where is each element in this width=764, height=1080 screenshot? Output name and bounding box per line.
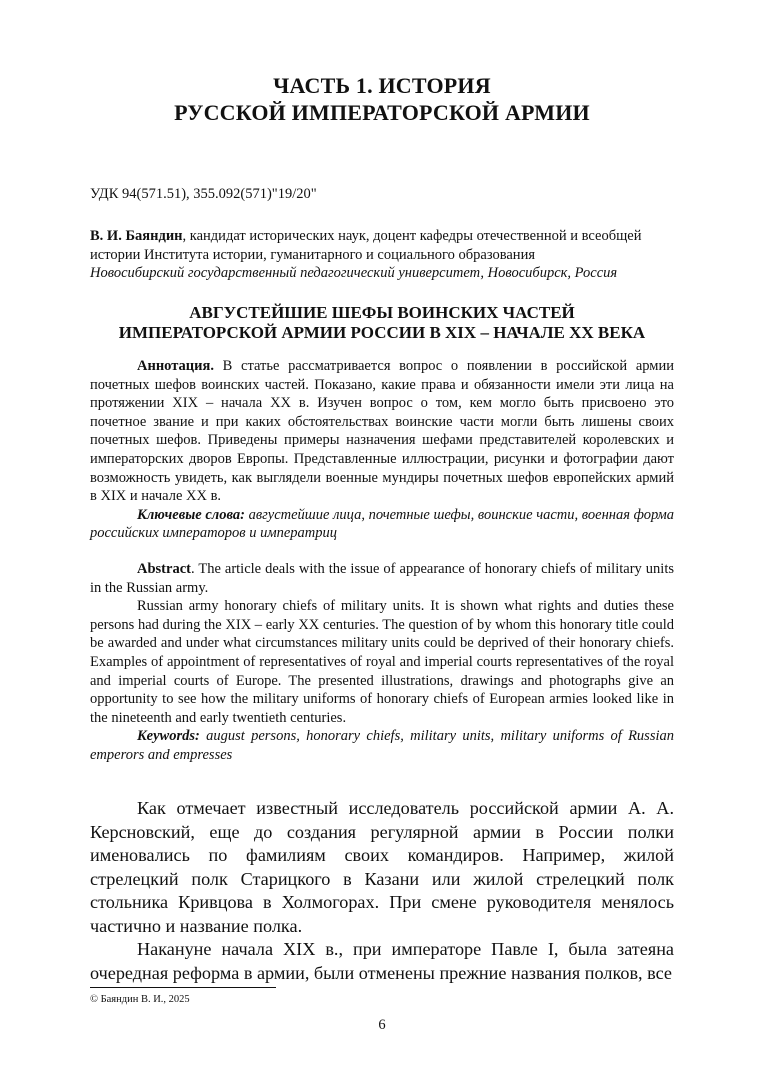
abstract-keywords-label: Keywords:: [137, 728, 200, 745]
author-details: , кандидат исторических наук, доцент кафедры отечественной и всеобщей истории Института истории, гуманитарного и социального образования: [90, 228, 642, 263]
annotation-keywords: [90, 506, 674, 543]
abstract-text-1: . The article deals with the issue of appearance of honorary chiefs of military units in the Russian army.: [90, 561, 674, 596]
abstract-paragraph-1: [90, 560, 674, 597]
annotation-label: Аннотация.: [137, 358, 214, 374]
author-block: [90, 227, 680, 283]
footnote-divider: [90, 987, 276, 988]
article-title-line-1: АВГУСТЕЙШИЕ ШЕФЫ ВОИНСКИХ ЧАСТЕЙ: [189, 303, 575, 322]
abstract-paragraph-2: Russian army honorary chiefs of military units. It is shown what rights and duties these persons had during the XIX – early XX centuries. The question of by whom this honorary title could be awarded and under what circumstances military units could be deprived of their honorary chiefs. Examples of appointment of representatives of royal and imperial courts representatives of the royal and imperial courts of Europe. The presented illustrations, drawings and photographs give an opportunity to see how the military uniforms of honorary chiefs of European armies looked like in the nineteenth and early twentieth centuries.: [90, 598, 674, 726]
body-text: [90, 797, 674, 985]
annotation-block: [90, 357, 674, 543]
abstract-block: [90, 560, 674, 765]
abstract-keywords-text: august persons, honorary chiefs, military units, military uniforms of Russian emperors and empresses: [90, 728, 674, 763]
abstract-keywords: [90, 727, 674, 764]
author-affiliation: Новосибирский государственный педагогический университет, Новосибирск, Россия: [90, 265, 618, 281]
author-name: В. И. Баяндин: [90, 228, 183, 244]
page-number: 6: [378, 1017, 386, 1033]
annotation-keywords-text: августейшие лица, почетные шефы, воинские части, военная форма российских императоров и императриц: [90, 506, 674, 542]
annotation-keywords-label: Ключевые слова:: [137, 506, 245, 523]
part-title-line-2: РУССКОЙ ИМПЕРАТОРСКОЙ АРМИИ: [174, 100, 590, 125]
body-paragraph-2: Накануне начала XIX в., при императоре Павле I, была затеяна очередная реформа в армии, были отменены прежние названия полков, все: [90, 939, 674, 983]
annotation-paragraph: [90, 357, 674, 506]
udc-code: УДК 94(571.51), 355.092(571)"19/20": [90, 186, 317, 202]
annotation-text: В статье рассматривается вопрос о появлении в российской армии почетных шефов воинских частей. Показано, какие права и обязанности имели эти лица на протяжении XIX – начала XX в. Изучен вопрос о том, кем могло быть присвоено это почетное звание и при каких обстоятельствах воинские части могли быть лишены своих почетных шефов. Приведены примеры назначения шефами представителей королевских и императорских дворов Европы. Представленные иллюстрации, рисунки и фотографии дают возможность увидеть, как выглядели военные мундиры почетных шефов европейских армий в XIX и начале XX в.: [90, 358, 674, 505]
body-paragraph-1: Как отмечает известный исследователь российской армии А. А. Керсновский, еще до создания регулярной армии в России полки именовались по фамилиям своих командиров. Например, жилой стрелецкий полк Старицкого в Казани или жилой стрелецкий полк стольника Кривцова в Холмогорах. При смене руководителя менялось частично и название полка.: [90, 798, 674, 936]
abstract-label: Abstract: [137, 561, 191, 577]
article-title-line-2: ИМПЕРАТОРСКОЙ АРМИИ РОССИИ В XIX – НАЧАЛЕ XX ВЕКА: [118, 323, 646, 342]
copyright-footnote: © Баяндин В. И., 2025: [90, 994, 190, 1005]
part-title-line-1: ЧАСТЬ 1. ИСТОРИЯ: [273, 73, 491, 98]
